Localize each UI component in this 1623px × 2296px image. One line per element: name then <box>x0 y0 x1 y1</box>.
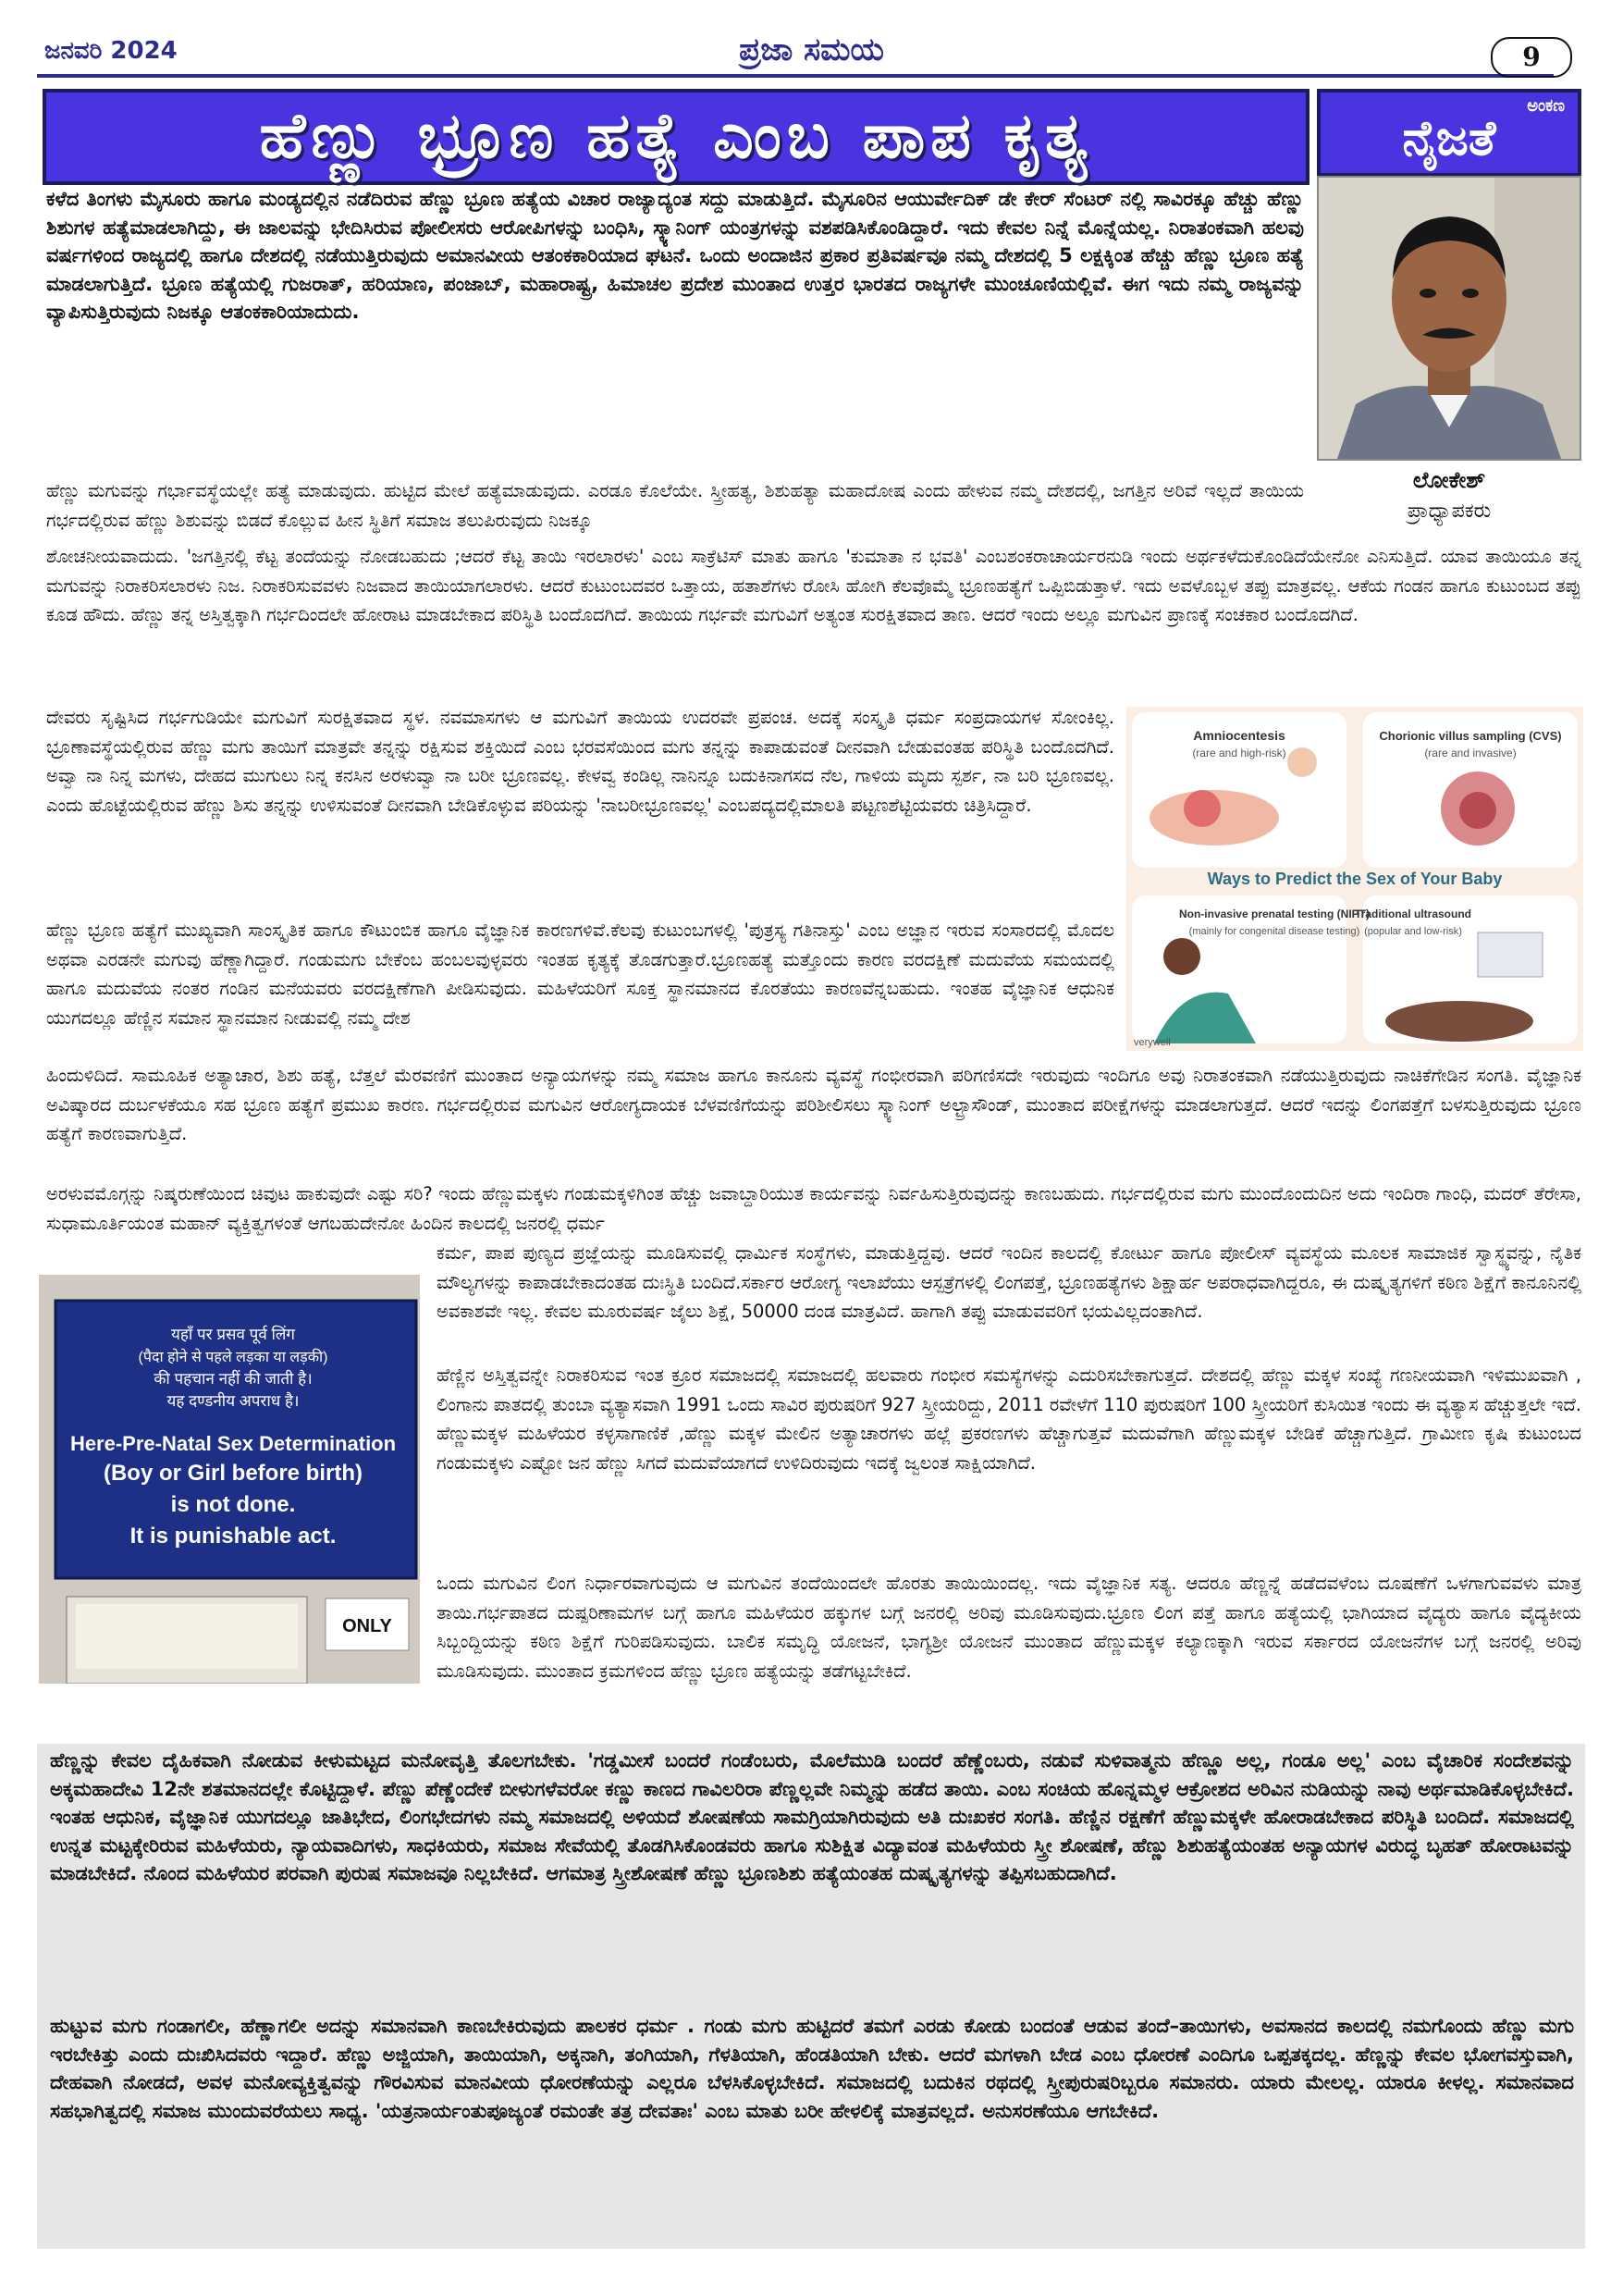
prenatal-sign-photo <box>39 1275 420 1684</box>
infographic-title: Ways to Predict the Sex of Your Baby <box>1207 870 1503 888</box>
masthead: ಪ್ರಜಾ ಸಮಯ <box>739 31 884 68</box>
column-label: ಅಂಕಣ <box>1527 96 1565 116</box>
column-box <box>1317 89 1581 177</box>
author-role: ಪ್ರಾಧ್ಯಾಪಕರು <box>1407 500 1492 523</box>
body-paragraph-2: ದೇವರು ಸೃಷ್ಟಿಸಿದ ಗರ್ಭಗುಡಿಯೇ ಮಗುವಿಗೆ ಸುರಕ್ಷಿತವಾದ ಸ್ಥಳ. ನವಮಾಸಗಳು ಆ ಮಗುವಿಗೆ ತಾಯಿಯ ಉದರವೇ ಪ್ರಪಂಚ. ಅದಕ್ಕೆ ಸಂಸ್ಕೃತಿ ಧರ್ಮ ಸಂಪ್ರದಾಯಗಳ ಸೋಂಕಿಲ್ಲ. ಭ್ರೂಣಾವಸ್ಥೆಯಲ್ಲಿರುವ ಹೆಣ್ಣು ಮಗು ತಾಯಿಗೆ ಮಾತ್ರವೇ ತನ್ನನ್ನು ರಕ್ಷಿಸುವ ಶಕ್ತಿಯಿದೆ ಎಂಬ ಭರವಸೆಯಿಂದ ಮಗು ತನ್ನನ್ನು ಕಾಪಾಡುವಂತೆ ದೀನವಾಗಿ ಬೇಡುವಂತಹ ಪರಿಸ್ಥಿತಿ ಬಂದೊದಗಿದೆ. ಅವ್ವಾ ನಾ ನಿನ್ನ ಮಗಳು, ದೇಹದ ಮುಗುಲು ನಿನ್ನ ಕನಸಿನ ಅರಳುವ್ವಾ ನಾ ಬರೀ ಭ್ರೂಣವಲ್ಲ. ಕೇಳವ್ವ ಕಂಡಿಲ್ಲ ನಾನಿನ್ನೂ ಬದುಕಿನಾಗಸದ ನೆಲ, ಗಾಳಿಯ ಮೃದು ಸ್ಪರ್ಶ, ನಾ ಬರಿ ಭ್ರೂಣವಲ್ಲ. ಎಂದು ಹೊಟ್ಟೆಯಲ್ಲಿರುವ ಹೆಣ್ಣು ಶಿಸು ತನ್ನನ್ನು ಉಳಿಸುವಂತೆ ದೀನವಾಗಿ ಬೇಡಿಕೊಳ್ಳುವ ಪರಿಯನ್ನು 'ನಾಬರೀಭ್ರೂಣವಲ್ಲ' ಎಂಬಪದ್ಯದಲ್ಲಿಮಾಲತಿ ಪಟ್ಟಣಶೆಟ್ಟಿಯವರು ಚಿತ್ರಿಸಿದ್ದಾರೆ. <box>46 707 1114 816</box>
cvs-label: Chorionic villus sampling (CVS) <box>1379 729 1562 743</box>
sign-english-line-3: is not done. <box>170 1492 296 1517</box>
header-rule <box>37 74 1554 78</box>
amnio-sublabel: (rare and high-risk) <box>1192 747 1286 759</box>
headline-banner <box>43 89 1309 185</box>
column-name: ನೈಜತೆ <box>1402 111 1496 167</box>
body-paragraph-3b: ಹಿಂದುಳಿದಿದೆ. ಸಾಮೂಹಿಕ ಅತ್ಯಾಚಾರ, ಶಿಶು ಹತ್ಯೆ, ಬೆತ್ತಲೆ ಮೆರವಣಿಗೆ ಮುಂತಾದ ಅನ್ಯಾಯಗಳನ್ನು ನಮ್ಮ ಸಮಾಜ ಹಾಗೂ ಕಾನೂನು ವ್ಯವಸ್ಥೆ ಗಂಭೀರವಾಗಿ ಪರಿಗಣಿಸದೇ ಇರುವುದು ಇಂದಿಗೂ ಅವು ನಿರಾತಂಕವಾಗಿ ನಡೆಯುತ್ತಿರುವುದು ನಾಚಿಕೆಗೇಡಿನ ಸಂಗತಿ. ವೈಜ್ಞಾನಿಕ ಅವಿಷ್ಕಾರದ ದುರ್ಬಳಕೆಯೂ ಸಹ ಭ್ರೂಣ ಹತ್ಯೆಗೆ ಪ್ರಮುಖ ಕಾರಣ. ಗರ್ಭದಲ್ಲಿರುವ ಮಗುವಿನ ಆರೋಗ್ಯದಾಯಕ ಬೆಳವಣಿಗೆಯನ್ನು ಪರಿಶೀಲಿಸಲು ಸ್ಕ್ಯಾನಿಂಗ್ ಅಲ್ಟ್ರಾಸೌಂಡ್, ಮುಂತಾದ ಪರೀಕ್ಷೆಗಳನ್ನು ಮಾಡಲಾಗುತ್ತದೆ. ಆದರೆ ಇದನ್ನು ಲಿಂಗಪತ್ತೆಗೆ ಬಳಸುತ್ತಿರುವುದು ಭ್ರೂಣ ಹತ್ಯೆಗೆ ಕಾರಣವಾಗುತ್ತಿದೆ. <box>46 1065 1581 1145</box>
ultrasound-sublabel: (popular and low-risk) <box>1364 926 1462 937</box>
headline: ಹೆಣ್ಣು ಭ್ರೂಣ ಹತ್ಯೆ ಎಂಬ ಪಾಪ ಕೃತ್ಯ <box>259 100 1093 173</box>
sign-english-line-1: Here-Pre-Natal Sex Determination <box>69 1432 397 1455</box>
sign-english-line-2: (Boy or Girl before birth) <box>103 1461 363 1486</box>
body-paragraph-3a: ಹೆಣ್ಣು ಭ್ರೂಣ ಹತ್ಯೆಗೆ ಮುಖ್ಯವಾಗಿ ಸಾಂಸ್ಕೃತಿಕ ಹಾಗೂ ಕೌಟುಂಬಿಕ ಹಾಗೂ ವೈಜ್ಞಾನಿಕ ಕಾರಣಗಳಿವೆ.ಕೆಲವು ಕುಟುಂಬಗಳಲ್ಲಿ 'ಪುತ್ರಸ್ಯ ಗತಿನಾಸ್ತು' ಎಂಬ ಅಜ್ಞಾನ ಇರುವ ಸಂಸಾರದಲ್ಲಿ ಮೊದಲ ಅಥವಾ ಎರಡನೇ ಮಗುವು ಹೆಣ್ಣಾಗಿದ್ದಾರೆ. ಗಂಡುಮಗು ಬೇಕೆಂಬ ಹಂಬಲವುಳ್ಳವರು ಇಂತಹ ಕೃತ್ಯಕ್ಕೆ ತೊಡಗುತ್ತಾರೆ.ಭ್ರೂಣಹತ್ಯೆ ಮತ್ತೊಂದು ಕಾರಣ ವರದಕ್ಷಿಣೆ ಮದುವೆಯ ಸಮಯದಲ್ಲಿ ಹಾಗೂ ಮದುವೆಯ ನಂತರ ಗಂಡಿನ ಮನೆಯವರು ವರದಕ್ಷಿಣೆಗಾಗಿ ಪೀಡಿಸುವುದು. ಮಹಿಳೆಯರಿಗೆ ಸೂಕ್ತ ಸ್ಥಾನಮಾನದ ಕೊರತೆಯು ಕಾರಣವೆನ್ನಬಹುದು. ಇಂತಹ ವೈಜ್ಞಾನಿಕ ಆಧುನಿಕ ಯುಗದಲ್ಲೂ ಹೆಣ್ಣಿನ ಸಮಾನ ಸ್ಥಾನಮಾನ ನೀಡುವಲ್ಲಿ ನಮ್ಮ ದೇಶ <box>46 920 1114 1029</box>
body-paragraph-4b: ಕರ್ಮ, ಪಾಪ ಪುಣ್ಯದ ಪ್ರಜ್ಞೆಯನ್ನು ಮೂಡಿಸುವಲ್ಲಿ ಧಾರ್ಮಿಕ ಸಂಸ್ಥೆಗಳು, ಮಾಡುತ್ತಿದ್ದವು. ಆದರೆ ಇಂದಿನ ಕಾಲದಲ್ಲಿ ಕೋರ್ಟು ಹಾಗೂ ಪೋಲೀಸ್ ವ್ಯವಸ್ಥೆಯ ಮೂಲಕ ಸಾಮಾಜಿಕ ಸ್ವಾಸ್ಥ್ಯವನ್ನು, ನೈತಿಕ ಮೌಲ್ಯಗಳನ್ನು ಕಾಪಾಡಬೇಕಾದಂತಹ ದುಃಸ್ಥಿತಿ ಬಂದಿದೆ.ಸರ್ಕಾರ ಆರೋಗ್ಯ ಇಲಾಖೆಯು ಆಸ್ಪತ್ರೆಗಳಲ್ಲಿ ಲಿಂಗಪತ್ತೆ, ಭ್ರೂಣಹತ್ಯೆಗಳು ಶಿಕ್ಷಾರ್ಹ ಅಪರಾಧವಾಗಿದ್ದರೂ, ಈ ದುಷ್ಕೃತ್ಯಗಳಿಗೆ ಕಠಿಣ ಶಿಕ್ಷೆಗೆ ಕಾನೂನಿನಲ್ಲಿ ಅವಕಾಶವೇ ಇಲ್ಲ. ಕೇವಲ ಮೂರುವರ್ಷ ಜೈಲು ಶಿಕ್ಷೆ, 50000 ದಂಡ ಮಾತ್ರವಿದೆ. ಹಾಗಾಗಿ ತಪ್ಪು ಮಾಡುವವರಿಗೆ ಭಯವಿಲ್ಲದಂತಾಗಿದೆ. <box>436 1242 1581 1323</box>
amnio-label: Amniocentesis <box>1193 728 1285 743</box>
ultrasound-label: Traditional ultrasound <box>1354 907 1472 920</box>
brand-label: verywell <box>1134 1037 1171 1048</box>
body-paragraph-1b: ಶೋಚನೀಯವಾದುದು. 'ಜಗತ್ತಿನಲ್ಲಿ ಕೆಟ್ಟ ತಂದೆಯನ್ನು ನೋಡಬಹುದು ;ಆದರೆ ಕೆಟ್ಟ ತಾಯಿ ಇರಲಾರಳು' ಎಂಬ ಸಾಕ್ರೆಟಿಸ್ ಮಾತು ಹಾಗೂ 'ಕುಮಾತಾ ನ ಭವತಿ' ಎಂಬಶಂಕರಾಚಾರ್ಯರನುಡಿ ಇಂದು ಅರ್ಥಕಳೆದುಕೊಂಡಿದೆಯೇನೋ ಎನಿಸುತ್ತಿದೆ. ಯಾವ ತಾಯಿಯೂ ತನ್ನ ಮಗುವನ್ನು ನಿರಾಕರಿಸಲಾರಳು ನಿಜ. ನಿರಾಕರಿಸುವವಳು ನಿಜವಾದ ತಾಯಿಯಾಗಲಾರಳು. ಆದರೆ ಕುಟುಂಬದವರ ಒತ್ತಾಯ, ಹತಾಶೆಗಳು ರೋಸಿ ಹೋಗಿ ಕೆಲವೊಮ್ಮೆ ಭ್ರೂಣಹತ್ಯೆಗೆ ಒಪ್ಪಿಬಿಡುತ್ತಾಳೆ. ಇದು ಅವಳೊಬ್ಬಳ ತಪ್ಪು ಮಾತ್ರವಲ್ಲ. ಆಕೆಯ ಗಂಡನ ಹಾಗೂ ಕುಟುಂಬದ ತಪ್ಪು ಕೂಡ ಹೌದು. ಹೆಣ್ಣು ತನ್ನ ಅಸ್ತಿತ್ವಕ್ಕಾಗಿ ಗರ್ಭದಿಂದಲೇ ಹೋರಾಟ ಮಾಡಬೇಕಾದ ಪರಿಸ್ಥಿತಿ ಬಂದೊದಗಿದೆ. ತಾಯಿಯ ಗರ್ಭವೇ ಮಗುವಿಗೆ ಅತ್ಯಂತ ಸುರಕ್ಷಿತವಾದ ತಾಣ. ಆದರೆ ಇಂದು ಅಲ್ಲೂ ಮಗುವಿನ ಪ್ರಾಣಕ್ಕೆ ಸಂಚಕಾರ ಬಂದೊದಗಿದೆ. <box>46 546 1581 626</box>
sign-hindi-line-4: यह दण्डनीय अपराध है। <box>166 1392 300 1410</box>
sex-prediction-infographic <box>1126 707 1583 1051</box>
body-paragraph-6: ಒಂದು ಮಗುವಿನ ಲಿಂಗ ನಿರ್ಧಾರವಾಗುವುದು ಆ ಮಗುವಿನ ತಂದೆಯಿಂದಲೇ ಹೊರತು ತಾಯಿಯಿಂದಲ್ಲ. ಇದು ವೈಜ್ಞಾನಿಕ ಸತ್ಯ. ಆದರೂ ಹೆಣ್ಣನ್ನೆ ಹಡೆದವಳೆಂಬ ದೂಷಣೆಗೆ ಒಳಗಾಗುವವಳು ಮಾತ್ರ ತಾಯಿ.ಗರ್ಭಪಾತದ ದುಷ್ಪರಿಣಾಮಗಳ ಬಗ್ಗೆ ಹಾಗೂ ಮಹಿಳೆಯರ ಹಕ್ಕುಗಳ ಬಗ್ಗೆ ಜನರಲ್ಲಿ ಅರಿವು ಮೂಡಿಸುವುದು.ಭ್ರೂಣ ಲಿಂಗ ಪತ್ತೆ ಹಾಗೂ ಹತ್ಯೆಯಲ್ಲಿ ಭಾಗಿಯಾದ ವೈದ್ಯರು ಹಾಗೂ ವೈದ್ಯಕೀಯ ಸಿಬ್ಬಂದ್ದಿಯನ್ನು ಕಠಿಣ ಶಿಕ್ಷೆಗೆ ಗುರಿಪಡಿಸುವುದು. ಬಾಲಿಕ ಸಮೃದ್ಧಿ ಯೋಜನೆ, ಭಾಗ್ಯಶ್ರೀ ಯೋಜನೆ ಮುಂತಾದ ಹೆಣ್ಣುಮಕ್ಕಳ ಕಲ್ಯಾಣಕ್ಕಾಗಿ ಇರುವ ಸರ್ಕಾರದ ಯೋಜನೆಗಳ ಬಗ್ಗೆ ಜನರಲ್ಲಿ ಅರಿವು ಮೂಡಿಸುವುದು. ಮುಂತಾದ ಕ್ರಮಗಳಿಂದ ಹೆಣ್ಣು ಭ್ರೂಣ ಹತ್ಯೆಯನ್ನು ತಡೆಗಟ್ಟಬೇಕಿದೆ. <box>436 1573 1581 1682</box>
sign-hindi-line-2: (पैदा होने से पहले लड़का या लड़की) <box>138 1350 328 1365</box>
nipt-sublabel: (mainly for congenital disease testing) <box>1188 926 1360 937</box>
body-paragraph-1a: ಹೆಣ್ಣು ಮಗುವನ್ನು ಗರ್ಭಾವಸ್ಥೆಯಲ್ಲೇ ಹತ್ಯೆ ಮಾಡುವುದು. ಹುಟ್ಟಿದ ಮೇಲೆ ಹತ್ಯೆಮಾಡುವುದು. ಎರಡೂ ಕೊಲೆಯೇ. ಸ್ತ್ರೀಹತ್ಯ, ಶಿಶುಹತ್ಯಾ ಮಹಾದೋಷ ಎಂದು ಹೇಳುವ ನಮ್ಮ ದೇಶದಲ್ಲಿ, ಜಗತ್ತಿನ ಅರಿವೆ ಇಲ್ಲದೆ ತಾಯಿಯ ಗರ್ಭದಲ್ಲಿರುವ ಹೆಣ್ಣು ಶಿಶುವನ್ನು ಬಿಡದೆ ಕೊಲ್ಲುವ ಹೀನ ಸ್ಥಿತಿಗೆ ಸಮಾಜ ತಲುಪಿರುವುದು ನಿಜಕ್ಕೂ <box>46 480 1304 531</box>
cvs-sublabel: (rare and invasive) <box>1424 747 1517 759</box>
body-paragraph-5: ಹೆಣ್ಣಿನ ಅಸ್ತಿತ್ವವನ್ನೇ ನಿರಾಕರಿಸುವ ಇಂತ ಕ್ರೂರ ಸಮಾಜದಲ್ಲಿ ಸಮಾಜದಲ್ಲಿ ಹಲವಾರು ಗಂಭೀರ ಸಮಸ್ಯೆಗಳನ್ನು ಎದುರಿಸಬೇಕಾಗುತ್ತದೆ. ದೇಶದಲ್ಲಿ ಹೆಣ್ಣು ಮಕ್ಕಳ ಸಂಖ್ಯೆ ಗಣನೀಯವಾಗಿ ಇಳಿಮುಖವಾಗಿ , ಲಿಂಗಾನು ಪಾತದಲ್ಲಿ ತುಂಬಾ ವ್ಯತ್ಯಾಸವಾಗಿ 1991 ಒಂದು ಸಾವಿರ ಪುರುಷರಿಗೆ 927 ಸ್ತ್ರೀಯರಿದ್ದು, 2011 ರವೇಳೆಗೆ 110 ಪುರುಷರಿಗೆ 100 ಸ್ತ್ರೀಯರಿಗೆ ಕುಸಿಯಿತ ಇಂದು ಈ ವ್ಯತ್ಯಾಸ ಹೆಚ್ಚುತ್ತಲೇ ಇದೆ. ಹೆಣ್ಣುಮಕ್ಕಳ ಮಹಿಳೆಯರ ಕಳ್ಳಸಾಗಾಣಿಕೆ ,ಹೆಣ್ಣು ಮಕ್ಕಳ ಮೇಲಿನ ಅತ್ಯಾಚಾರಗಳು ಹಲ್ಲೆ ಪ್ರಕರಣಗಳು ಹೆಚ್ಚಾಗುತ್ತವೆ ಮದುವೆಗಾಗಿ ಹೆಣ್ಣುಮಕ್ಕಳ ಬೇಡಿಕೆ ಹೆಚ್ಚಾಗುತ್ತಿದೆ. ಗ್ರಾಮೀಣ ಕೃಷಿ ಕುಟುಂಬದ ಗಂಡುಮಕ್ಕಳು ಎಷ್ಟೋ ಜನ ಹೆಣ್ಣು ಸಿಗದೆ ಮದುವೆಯಾಗದೆ ಉಳಿದಿರುವುದು ಇದಕ್ಕೆ ಜ್ವಲಂತ ಸಾಕ್ಷಿಯಾಗಿದೆ. <box>436 1364 1581 1474</box>
author-name: ಲೋಕೇಶ್ <box>1412 467 1486 493</box>
author-photo <box>1317 176 1581 461</box>
page-number: 9 <box>1491 37 1572 78</box>
sign-hindi-line-3: की पहचान नहीं की जाती है। <box>154 1370 313 1388</box>
sign-hindi-line-1: यहाँ पर प्रसव पूर्व लिंग <box>170 1326 296 1343</box>
nipt-label: Non-invasive prenatal testing (NIPT) <box>1178 907 1371 920</box>
conclusion-paragraph-2: ಹುಟ್ಟುವ ಮಗು ಗಂಡಾಗಲೀ, ಹೆಣ್ಣಾಗಲೀ ಅದನ್ನು ಸಮಾನವಾಗಿ ಕಾಣಬೇಕಿರುವುದು ಪಾಲಕರ ಧರ್ಮ . ಗಂಡು ಮಗು ಹುಟ್ಟಿದರೆ ತಮಗೆ ಎರಡು ಕೋಡು ಬಂದಂತೆ ಆಡುವ ತಂದೆ–ತಾಯಿಗಳು, ಅವಸಾನದ ಕಾಲದಲ್ಲಿ ನಮಗೊಂದು ಹೆಣ್ಣು ಮಗು ಇರಬೇಕಿತ್ತು ಎಂದು ದುಃಖಿಸಿದವರು ಇದ್ದಾರೆ. ಹೆಣ್ಣು ಅಜ್ಜಿಯಾಗಿ, ತಾಯಿಯಾಗಿ, ಅಕ್ಕನಾಗಿ, ತಂಗಿಯಾಗಿ, ಗೆಳತಿಯಾಗಿ, ಹೆಂಡತಿಯಾಗಿ ಬೇಕು. ಆದರೆ ಮಗಳಾಗಿ ಬೇಡ ಎಂಬ ಧೋರಣೆ ಎಂದಿಗೂ ಒಪ್ಪತಕ್ಕದಲ್ಲ. ಹೆಣ್ಣನ್ನು ಕೇವಲ ಭೋಗವಸ್ತುವಾಗಿ, ದೇಹವಾಗಿ ನೋಡದೆ, ಅವಳ ಮನೋವ್ಯಕ್ತಿತ್ವವನ್ನು ಗೌರವಿಸುವ ಮಾನವೀಯ ಧೋರಣೆಯನ್ನು ಎಲ್ಲರೂ ಬೆಳಸಿಕೊಳ್ಳಬೇಕಿದೆ. ಸಮಾಜದಲ್ಲಿ ಬದುಕಿನ ರಥದಲ್ಲಿ ಸ್ತ್ರೀಪುರುಷರಿಬ್ಬರೂ ಸಮಾನರು. ಯಾರು ಮೇಲಲ್ಲ. ಯಾರೂ ಕೀಳಲ್ಲ. ಸಮಾನವಾದ ಸಹಭಾಗಿತ್ವದಲ್ಲಿ ಸಮಾಜ ಮುಂದುವರೆಯಲು ಸಾಧ್ಯ. 'ಯತ್ರನಾರ್ಯಂತುಪೂಜ್ಯಂತೆ ರಮಂತೇ ತತ್ರ ದೇವತಾಃ' ಎಂಬ ಮಾತು ಬರೀ ಹೇಳಲಿಕ್ಕೆ ಮಾತ್ರವಲ್ಲದೆ. ಅನುಸರಣೆಯೂ ಆಗಬೇಕಿದೆ. <box>50 2015 1574 2122</box>
sign-english-line-4: It is punishable act. <box>129 1524 337 1549</box>
intro-paragraph: ಕಳೆದ ತಿಂಗಳು ಮೈಸೂರು ಹಾಗೂ ಮಂಡ್ಯದಲ್ಲಿನ ನಡೆದಿರುವ ಹೆಣ್ಣು ಭ್ರೂಣ ಹತ್ಯೆಯ ವಿಚಾರ ರಾಜ್ಯಾದ್ಯಂತ ಸದ್ದು ಮಾಡುತ್ತಿದೆ. ಮೈಸೂರಿನ ಆಯುರ್ವೇದಿಕ್ ಡೇ ಕೇರ್ ಸೆಂಟರ್ ನಲ್ಲಿ ಸಾವಿರಕ್ಕೂ ಹೆಚ್ಚು ಹೆಣ್ಣು ಶಿಶುಗಳ ಹತ್ಯೆಮಾಡಲಾಗಿದ್ದು, ಈ ಜಾಲವನ್ನು ಭೇದಿಸಿರುವ ಪೋಲೀಸರು ಆರೋಪಿಗಳನ್ನು ಬಂಧಿಸಿ, ಸ್ಕ್ಯಾನಿಂಗ್ ಯಂತ್ರಗಳನ್ನು ವಶಪಡಿಸಿಕೊಂಡಿದ್ದಾರೆ. ಇದು ಕೇವಲ ನಿನ್ನೆ ಮೊನ್ನೆಯಲ್ಲ. ನಿರಾತಂಕವಾಗಿ ಹಲವು ವರ್ಷಗಳಿಂದ ರಾಜ್ಯದಲ್ಲಿ ಹಾಗೂ ದೇಶದಲ್ಲಿ ನಡೆಯುತ್ತಿರುವುದು ಅಮಾನವೀಯ ಆತಂಕಕಾರಿಯಾದ ಘಟನೆ. ಒಂದು ಅಂದಾಜಿನ ಪ್ರಕಾರ ಪ್ರತಿವರ್ಷವೂ ನಮ್ಮ ದೇಶದಲ್ಲಿ 5 ಲಕ್ಷಕ್ಕಿಂತ ಹೆಚ್ಚು ಹೆಣ್ಣು ಭ್ರೂಣ ಹತ್ಯೆ ಮಾಡಲಾಗುತ್ತಿದೆ. ಭ್ರೂಣ ಹತ್ಯೆಯಲ್ಲಿ ಗುಜರಾತ್, ಹರಿಯಾಣ, ಪಂಜಾಬ್, ಮಹಾರಾಷ್ಟ್ರ, ಹಿಮಾಚಲ ಪ್ರದೇಶ ಮುಂತಾದ ಉತ್ತರ ಭಾರತದ ರಾಜ್ಯಗಳೇ ಮುಂಚೂಣಿಯಲ್ಲಿವೆ. ಈಗ ಇದು ನಮ್ಮ ರಾಜ್ಯವನ್ನು ವ್ಯಾಪಿಸುತ್ತಿರುವುದು ನಿಜಕ್ಕೂ ಆತಂಕಕಾರಿಯಾದುದು. <box>46 188 1304 323</box>
body-paragraph-4a: ಅರಳುವಮೊಗ್ಗನ್ನು ನಿಷ್ಕರುಣೆಯಿಂದ ಚಿವುಟ ಹಾಕುವುದೇ ಎಷ್ಟು ಸರಿ? ಇಂದು ಹೆಣ್ಣುಮಕ್ಕಳು ಗಂಡುಮಕ್ಕಳಿಗಿಂತ ಹೆಚ್ಚು ಜವಾಬ್ದಾರಿಯುತ ಕಾರ್ಯವನ್ನು ನಿರ್ವಹಿಸುತ್ತಿರುವುದನ್ನು ಕಾಣಬಹುದು. ಗರ್ಭದಲ್ಲಿರುವ ಮಗು ಮುಂದೊಂದುದಿನ ಅದು ಇಂದಿರಾ ಗಾಂಧಿ, ಮದರ್ ತೆರೇಸಾ, ಸುಧಾಮೂರ್ತಿಯಂತ ಮಹಾನ್ ವ್ಯಕ್ತಿತ್ವಗಳಂತೆ ಆಗಬಹುದೇನೋ ಹಿಂದಿನ ಕಾಲದಲ್ಲಿ ಜನರಲ್ಲಿ ಧರ್ಮ <box>46 1183 1581 1234</box>
conclusion-paragraph-1: ಹೆಣ್ಣನ್ನು ಕೇವಲ ದೈಹಿಕವಾಗಿ ನೋಡುವ ಕೀಳುಮಟ್ಟದ ಮನೋವೃತ್ತಿ ತೊಲಗಬೇಕು. 'ಗಡ್ಡಮೀಸೆ ಬಂದರೆ ಗಂಡೆಂಬರು, ಮೊಲೆಮುಡಿ ಬಂದರೆ ಹೆಣ್ಣೆಂಬರು, ನಡುವೆ ಸುಳಿವಾತ್ಮನು ಹೆಣ್ಣೂ ಅಲ್ಲ, ಗಂಡೂ ಅಲ್ಲ' ಎಂಬ ವೈಚಾರಿಕ ಸಂದೇಶವನ್ನು ಅಕ್ಕಮಹಾದೇವಿ 12ನೇ ಶತಮಾನದಲ್ಲೇ ಕೊಟ್ಟಿದ್ದಾಳೆ. ಪೆಣ್ಣು ಪೆಣ್ಣೆಂದೇಕೆ ಬೀಳುಗಳೆವರೋ ಕಣ್ಣು ಕಾಣದ ಗಾವಿಲರಿರಾ ಪೆಣ್ಣಲ್ಲವೇ ನಿಮ್ಮನ್ನು ಹಡೆದ ತಾಯಿ. ಎಂಬ ಸಂಚಿಯ ಹೊನ್ನಮ್ಮಳ ಆಕ್ರೋಶದ ಅರಿವಿನ ನುಡಿಯನ್ನು ನಾವು ಅರ್ಥಮಾಡಿಕೊಳ್ಳಬೇಕಿದೆ. ಇಂತಹ ಆಧುನಿಕ, ವೈಜ್ಞಾನಿಕ ಯುಗದಲ್ಲೂ ಜಾತಿಭೇದ, ಲಿಂಗಭೇದಗಳು ನಮ್ಮ ಸಮಾಜದಲ್ಲಿ ಅಳಿಯದೆ ಶೋಷಣೆಯ ಸಾಮಗ್ರಿಯಾಗಿರುವುದು ಅತಿ ದುಃಖಕರ ಸಂಗತಿ. ಹೆಣ್ಣಿನ ರಕ್ಷಣೆಗೆ ಹೆಣ್ಣುಮಕ್ಕಳೇ ಹೋರಾಡಬೇಕಾದ ಪರಿಸ್ಥಿತಿ ಬಂದಿದೆ. ಸಮಾಜದಲ್ಲಿ ಉನ್ನತ ಮಟ್ಟಕ್ಕೇರಿರುವ ಮಹಿಳೆಯರು, ನ್ಯಾಯವಾದಿಗಳು, ಸಾಧಕಿಯರು, ಸಮಾಜ ಸೇವೆಯಲ್ಲಿ ತೊಡಗಿಸಿಕೊಂಡವರು ಹಾಗೂ ಸುಶಿಕ್ಷಿತ ವಿದ್ಯಾವಂತ ಮಹಿಳೆಯರು ಸ್ತ್ರೀ ಶೋಷಣೆ, ಹೆಣ್ಣು ಶಿಶುಹತ್ಯೆಯಂತಹ ಅನ್ಯಾಯಗಳ ವಿರುದ್ಧ ಬೃಹತ್ ಹೋರಾಟವನ್ನು ಮಾಡಬೇಕಿದೆ. ನೊಂದ ಮಹಿಳೆಯರ ಪರವಾಗಿ ಪುರುಷ ಸಮಾಜವೂ ನಿಲ್ಲಬೇಕಿದೆ. ಆಗಮಾತ್ರ ಸ್ತ್ರೀಶೋಷಣೆ ಹೆಣ್ಣು ಭ್ರೂಣಶಿಶು ಹತ್ಯೆಯಂತಹ ದುಷ್ಕೃತ್ಯಗಳನ್ನು ತಪ್ಪಿಸಬಹುದಾಗಿದೆ. <box>50 1749 1574 1884</box>
only-tag: ONLY <box>342 1616 392 1636</box>
issue-date: ಜನವರಿ 2024 <box>44 37 178 65</box>
